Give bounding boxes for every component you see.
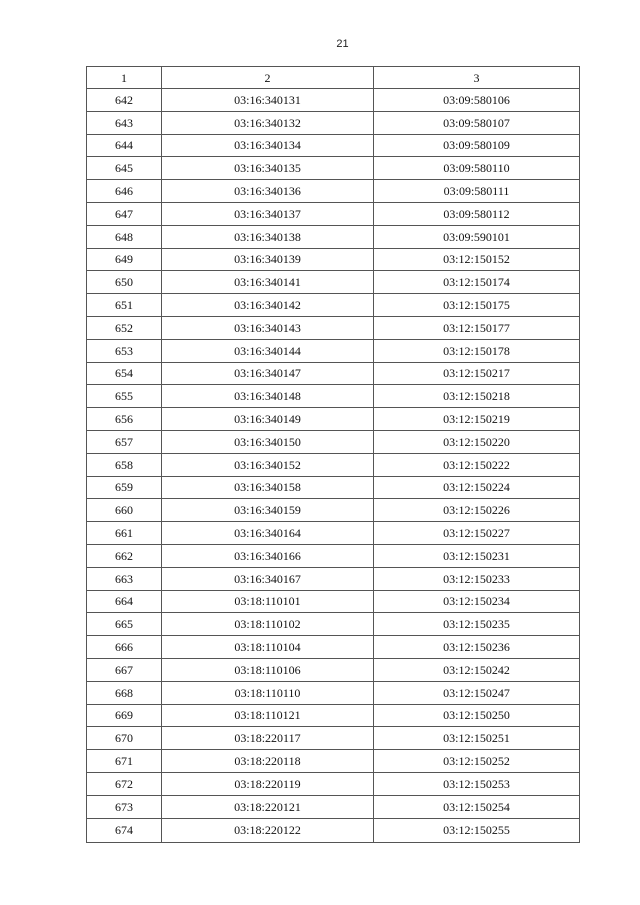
cadastral-cell: 03:12:150233 (374, 567, 580, 590)
code-cell: 03:18:220117 (162, 727, 374, 750)
table-row (87, 727, 580, 750)
cadastral-cell: 03:12:150222 (374, 453, 580, 476)
row-number-cell: 668 (87, 681, 162, 704)
code-cell: 03:16:340167 (162, 567, 374, 590)
column-header-2: 2 (162, 67, 374, 89)
cadastral-cell: 03:12:150152 (374, 248, 580, 271)
table-row (87, 157, 580, 180)
table-row (87, 271, 580, 294)
cadastral-cell: 03:12:150253 (374, 772, 580, 795)
cadastral-cell: 03:12:150242 (374, 658, 580, 681)
table-row (87, 408, 580, 431)
cadastral-cell: 03:09:580111 (374, 180, 580, 203)
table-row (87, 202, 580, 225)
header-row (87, 67, 580, 89)
table-row (87, 544, 580, 567)
table-row (87, 658, 580, 681)
code-cell: 03:18:110110 (162, 681, 374, 704)
cadastral-cell: 03:12:150224 (374, 476, 580, 499)
table-row (87, 294, 580, 317)
table-row (87, 453, 580, 476)
cadastral-cell: 03:12:150178 (374, 339, 580, 362)
cadastral-cell: 03:12:150220 (374, 430, 580, 453)
code-cell: 03:16:340147 (162, 362, 374, 385)
cadastral-cell: 03:12:150219 (374, 408, 580, 431)
cadastral-cell: 03:12:150234 (374, 590, 580, 613)
cadastral-cell: 03:12:150174 (374, 271, 580, 294)
row-number-cell: 655 (87, 385, 162, 408)
code-cell: 03:16:340143 (162, 316, 374, 339)
table-row (87, 180, 580, 203)
table-row (87, 362, 580, 385)
code-cell: 03:16:340142 (162, 294, 374, 317)
cadastral-cell: 03:12:150255 (374, 818, 580, 842)
row-number-cell: 673 (87, 795, 162, 818)
row-number-cell: 663 (87, 567, 162, 590)
row-number-cell: 666 (87, 636, 162, 659)
row-number-cell: 643 (87, 111, 162, 134)
code-cell: 03:18:220119 (162, 772, 374, 795)
row-number-cell: 670 (87, 727, 162, 750)
code-cell: 03:16:340148 (162, 385, 374, 408)
row-number-cell: 657 (87, 430, 162, 453)
cadastral-cell: 03:09:580106 (374, 89, 580, 112)
row-number-cell: 646 (87, 180, 162, 203)
code-cell: 03:16:340141 (162, 271, 374, 294)
table-row (87, 339, 580, 362)
table-row (87, 613, 580, 636)
code-cell: 03:16:340152 (162, 453, 374, 476)
column-header-1: 1 (87, 67, 162, 89)
row-number-cell: 661 (87, 522, 162, 545)
cadastral-cell: 03:12:150226 (374, 499, 580, 522)
cadastral-cell: 03:09:590101 (374, 225, 580, 248)
table-row (87, 111, 580, 134)
code-cell: 03:16:340144 (162, 339, 374, 362)
table-row (87, 316, 580, 339)
cadastral-cell: 03:12:150231 (374, 544, 580, 567)
code-cell: 03:16:340149 (162, 408, 374, 431)
code-cell: 03:16:340158 (162, 476, 374, 499)
row-number-cell: 647 (87, 202, 162, 225)
cadastral-cell: 03:12:150235 (374, 613, 580, 636)
row-number-cell: 659 (87, 476, 162, 499)
row-number-cell: 671 (87, 750, 162, 773)
cadastral-cell: 03:12:150247 (374, 681, 580, 704)
table-row (87, 818, 580, 842)
code-cell: 03:16:340137 (162, 202, 374, 225)
cadastral-cell: 03:12:150250 (374, 704, 580, 727)
table-row (87, 795, 580, 818)
code-cell: 03:16:340138 (162, 225, 374, 248)
row-number-cell: 642 (87, 89, 162, 112)
row-number-cell: 651 (87, 294, 162, 317)
cadastral-cell: 03:09:580112 (374, 202, 580, 225)
page-number: 21 (336, 38, 349, 50)
code-cell: 03:16:340136 (162, 180, 374, 203)
row-number-cell: 656 (87, 408, 162, 431)
row-number-cell: 644 (87, 134, 162, 157)
table-row (87, 499, 580, 522)
code-cell: 03:16:340131 (162, 89, 374, 112)
row-number-cell: 653 (87, 339, 162, 362)
table-body (87, 89, 580, 843)
row-number-cell: 672 (87, 772, 162, 795)
table-row (87, 567, 580, 590)
code-cell: 03:16:340166 (162, 544, 374, 567)
row-number-cell: 645 (87, 157, 162, 180)
table-row (87, 89, 580, 112)
cadastral-cell: 03:09:580109 (374, 134, 580, 157)
column-header-3: 3 (374, 67, 580, 89)
row-number-cell: 664 (87, 590, 162, 613)
code-cell: 03:16:340132 (162, 111, 374, 134)
row-number-cell: 658 (87, 453, 162, 476)
data-table (86, 66, 580, 843)
row-number-cell: 650 (87, 271, 162, 294)
code-cell: 03:18:110121 (162, 704, 374, 727)
row-number-cell: 669 (87, 704, 162, 727)
table-row (87, 750, 580, 773)
cadastral-cell: 03:12:150251 (374, 727, 580, 750)
row-number-cell: 667 (87, 658, 162, 681)
row-number-cell: 654 (87, 362, 162, 385)
cadastral-cell: 03:12:150236 (374, 636, 580, 659)
row-number-cell: 649 (87, 248, 162, 271)
table-row (87, 590, 580, 613)
row-number-cell: 660 (87, 499, 162, 522)
code-cell: 03:16:340134 (162, 134, 374, 157)
row-number-cell: 648 (87, 225, 162, 248)
code-cell: 03:18:220122 (162, 818, 374, 842)
code-cell: 03:16:340135 (162, 157, 374, 180)
table-header (87, 67, 580, 89)
table-row (87, 134, 580, 157)
cadastral-cell: 03:12:150218 (374, 385, 580, 408)
code-cell: 03:18:220121 (162, 795, 374, 818)
row-number-cell: 665 (87, 613, 162, 636)
code-cell: 03:16:340164 (162, 522, 374, 545)
cadastral-cell: 03:12:150217 (374, 362, 580, 385)
cadastral-cell: 03:12:150252 (374, 750, 580, 773)
row-number-cell: 662 (87, 544, 162, 567)
table-row (87, 385, 580, 408)
row-number-cell: 652 (87, 316, 162, 339)
table-row (87, 636, 580, 659)
code-cell: 03:18:220118 (162, 750, 374, 773)
cadastral-cell: 03:12:150175 (374, 294, 580, 317)
table-row (87, 704, 580, 727)
code-cell: 03:18:110106 (162, 658, 374, 681)
cadastral-cell: 03:09:580110 (374, 157, 580, 180)
table-row (87, 772, 580, 795)
code-cell: 03:18:110102 (162, 613, 374, 636)
table-row (87, 476, 580, 499)
row-number-cell: 674 (87, 818, 162, 842)
cadastral-cell: 03:12:150227 (374, 522, 580, 545)
cadastral-cell: 03:12:150177 (374, 316, 580, 339)
code-cell: 03:18:110104 (162, 636, 374, 659)
code-cell: 03:16:340150 (162, 430, 374, 453)
code-cell: 03:16:340139 (162, 248, 374, 271)
code-cell: 03:18:110101 (162, 590, 374, 613)
table-row (87, 225, 580, 248)
table-row (87, 681, 580, 704)
table-row (87, 248, 580, 271)
cadastral-cell: 03:09:580107 (374, 111, 580, 134)
code-cell: 03:16:340159 (162, 499, 374, 522)
table-row (87, 522, 580, 545)
table-row (87, 430, 580, 453)
cadastral-cell: 03:12:150254 (374, 795, 580, 818)
